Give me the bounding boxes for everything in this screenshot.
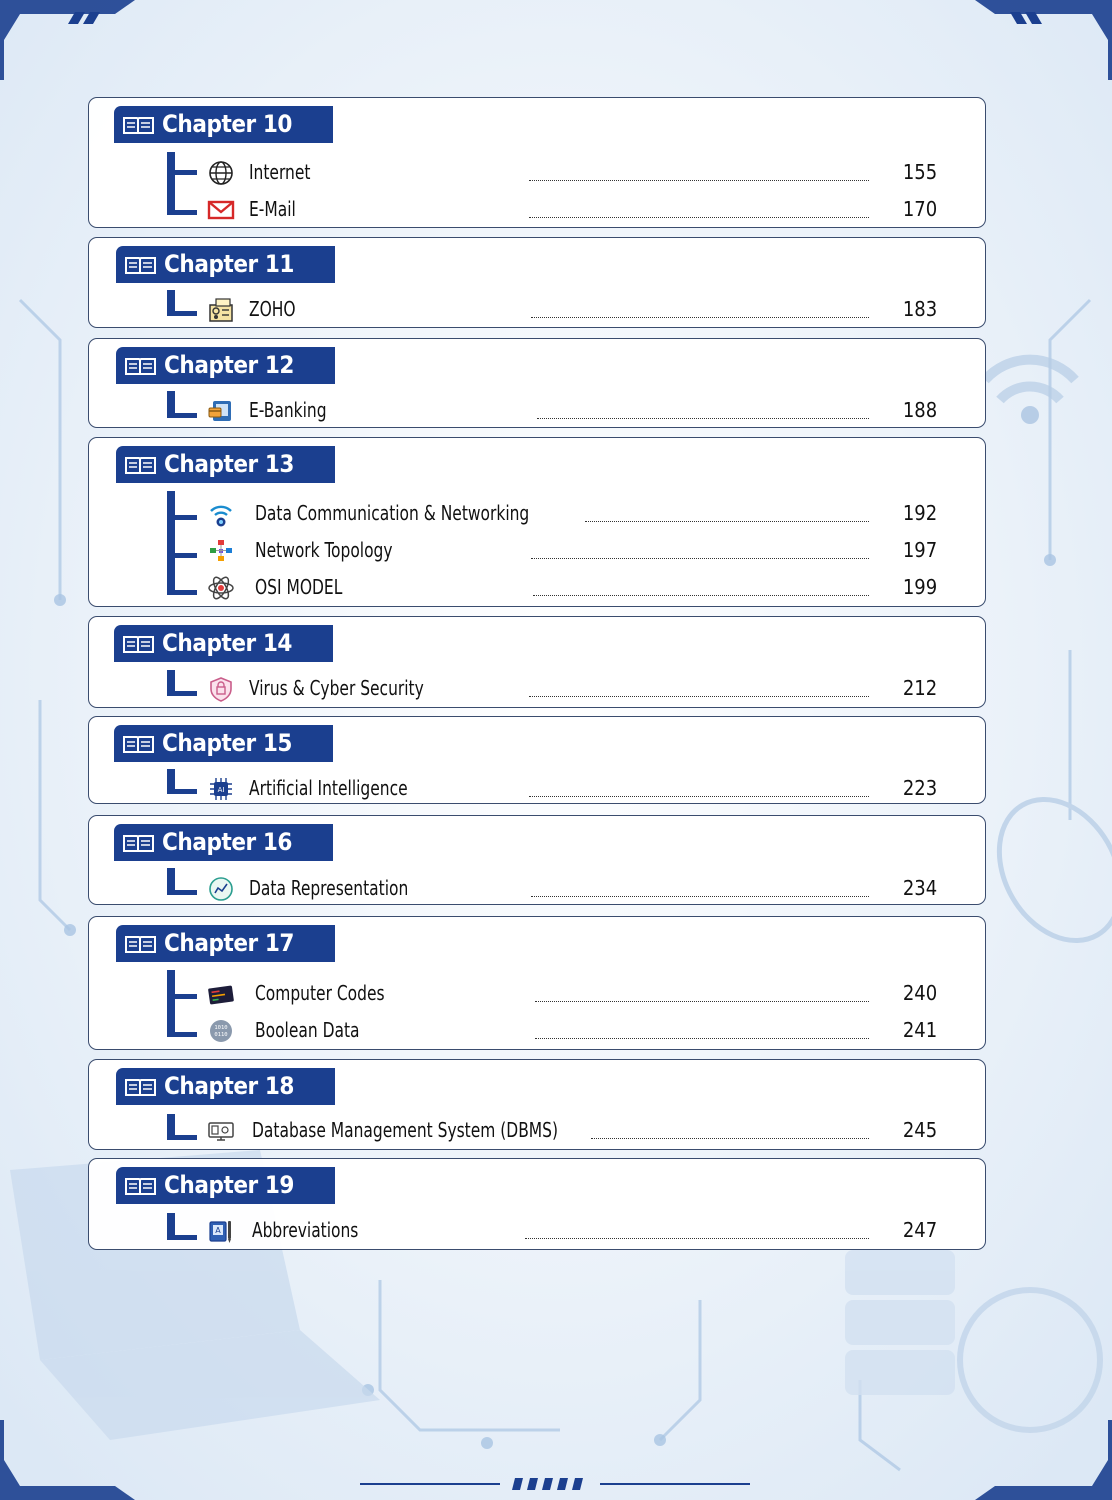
- chapter-title: Chapter 15: [162, 729, 292, 757]
- page-number: 183: [902, 297, 937, 321]
- chapter-title: Chapter 18: [164, 1072, 294, 1100]
- page-number: 234: [902, 876, 937, 900]
- toc-entry[interactable]: [197, 573, 967, 603]
- dot-leader: [531, 558, 869, 559]
- book-icon: [125, 256, 156, 274]
- code-screen-icon: [207, 981, 235, 1007]
- binary-disc-icon: [207, 1018, 235, 1044]
- page-number: 197: [902, 538, 937, 562]
- chapter-title: Chapter 14: [162, 629, 292, 657]
- dot-leader: [529, 180, 869, 181]
- toc-entry[interactable]: [197, 158, 967, 188]
- chapter-heading[interactable]: [114, 725, 333, 762]
- toc-entry[interactable]: [197, 1116, 967, 1146]
- chapter-card-11: [88, 237, 986, 328]
- chapter-title: Chapter 19: [164, 1171, 294, 1199]
- dot-leader: [529, 217, 869, 218]
- topic-label: Database Management System (DBMS): [252, 1118, 559, 1142]
- chapter-heading[interactable]: [116, 347, 335, 384]
- globe-icon: [207, 160, 235, 186]
- topic-label: Abbreviations: [252, 1218, 359, 1242]
- chapter-title: Chapter 11: [164, 250, 294, 278]
- book-icon: [123, 635, 154, 653]
- toc-entry[interactable]: [197, 195, 967, 225]
- chapter-heading[interactable]: [116, 446, 335, 483]
- shield-icon: [207, 676, 235, 702]
- chapter-title: Chapter 12: [164, 351, 294, 379]
- page-number: 212: [902, 676, 937, 700]
- page-number: 155: [902, 160, 937, 184]
- book-icon: [125, 456, 156, 474]
- tree-branch: [167, 553, 197, 558]
- chapter-title: Chapter 13: [164, 450, 294, 478]
- page-number: 223: [902, 776, 937, 800]
- ai-chip-icon: [207, 776, 235, 802]
- dot-leader: [531, 317, 869, 318]
- dot-leader: [535, 1038, 869, 1039]
- chapter-title: Chapter 17: [164, 929, 294, 957]
- topic-label: Internet: [249, 160, 311, 184]
- chapter-card-19: [88, 1158, 986, 1250]
- topic-label: Artificial Intelligence: [249, 776, 408, 800]
- toc-entry[interactable]: [197, 499, 967, 529]
- tree-line: [167, 970, 175, 1037]
- chapter-card-10: [88, 97, 986, 228]
- book-icon: [123, 116, 154, 134]
- svg-text:0110: 0110: [214, 1032, 228, 1038]
- book-icon: [125, 1078, 156, 1096]
- tree-branch: [167, 890, 197, 895]
- toc-entry[interactable]: [197, 874, 967, 904]
- chapter-heading[interactable]: [116, 246, 335, 283]
- topology-icon: [207, 538, 235, 564]
- book-icon: [123, 834, 154, 852]
- tree-branch: [167, 515, 197, 520]
- page-number: 170: [902, 197, 937, 221]
- book-icon: [123, 735, 154, 753]
- chapter-card-13: [88, 437, 986, 607]
- chapter-card-16: [88, 815, 986, 905]
- chapter-card-12: [88, 338, 986, 428]
- tree-branch: [167, 691, 197, 696]
- tree-branch: [167, 1032, 197, 1037]
- svg-text:AI: AI: [217, 786, 225, 794]
- tree-line: [167, 491, 175, 595]
- tree-branch: [167, 1235, 197, 1240]
- chapter-heading[interactable]: [114, 106, 333, 143]
- topic-label: Data Communication & Networking: [255, 501, 530, 525]
- dot-leader: [585, 521, 869, 522]
- topic-label: Data Representation: [249, 876, 409, 900]
- page-number: 241: [902, 1018, 937, 1042]
- page-number: 245: [902, 1118, 937, 1142]
- dot-leader: [537, 418, 869, 419]
- chapter-heading[interactable]: [114, 824, 333, 861]
- chapter-heading[interactable]: [116, 1167, 335, 1204]
- tree-branch: [167, 210, 197, 215]
- toc-entry[interactable]: [197, 536, 967, 566]
- dot-leader: [531, 896, 869, 897]
- page-number: 188: [902, 398, 937, 422]
- topic-label: Computer Codes: [255, 981, 385, 1005]
- toc-entry[interactable]: [197, 1016, 967, 1046]
- topic-label: E-Banking: [249, 398, 327, 422]
- toc-entry[interactable]: [197, 396, 967, 426]
- dot-leader: [529, 796, 869, 797]
- book-icon: [125, 935, 156, 953]
- tree-branch: [167, 590, 197, 595]
- topic-label: Virus & Cyber Security: [249, 676, 424, 700]
- tree-branch: [167, 170, 197, 175]
- topic-label: E-Mail: [249, 197, 296, 221]
- chapter-card-17: [88, 916, 986, 1050]
- toc-entry[interactable]: [197, 979, 967, 1009]
- topic-label: Network Topology: [255, 538, 393, 562]
- tree-branch: [167, 311, 197, 316]
- chapter-card-14: [88, 616, 986, 708]
- dot-leader: [535, 1001, 869, 1002]
- chapter-heading[interactable]: [114, 625, 333, 662]
- database-monitor-icon: [207, 1118, 235, 1144]
- toc-entry[interactable]: [197, 774, 967, 804]
- dot-leader: [525, 1238, 869, 1239]
- page-number: 247: [902, 1218, 937, 1242]
- topic-label: ZOHO: [249, 297, 296, 321]
- toc-entry[interactable]: [197, 674, 967, 704]
- dictionary-icon: [207, 1218, 235, 1244]
- chapter-card-15: [88, 716, 986, 804]
- svg-text:A: A: [215, 1226, 221, 1235]
- chapter-title: Chapter 16: [162, 828, 292, 856]
- page-number: 192: [902, 501, 937, 525]
- bank-card-icon: [207, 398, 235, 424]
- tree-branch: [167, 789, 197, 794]
- tree-line: [167, 152, 175, 215]
- chapter-card-18: [88, 1059, 986, 1150]
- chapter-heading[interactable]: [116, 1068, 335, 1105]
- book-icon: [125, 1177, 156, 1195]
- toc-entry[interactable]: [197, 1216, 967, 1246]
- dot-leader: [591, 1138, 869, 1139]
- page-number: 240: [902, 981, 937, 1005]
- topic-label: OSI MODEL: [255, 575, 343, 599]
- tree-branch: [167, 1135, 197, 1140]
- mail-icon: [207, 197, 235, 223]
- tree-branch: [167, 994, 197, 999]
- page-number: 199: [902, 575, 937, 599]
- dot-leader: [533, 595, 869, 596]
- dot-leader: [529, 696, 869, 697]
- svg-text:1010: 1010: [214, 1025, 228, 1031]
- chart-circle-icon: [207, 876, 235, 902]
- chapter-heading[interactable]: [116, 925, 335, 962]
- book-icon: [125, 357, 156, 375]
- topic-label: Boolean Data: [255, 1018, 360, 1042]
- chapter-title: Chapter 10: [162, 110, 292, 138]
- toc-entry[interactable]: [197, 295, 967, 325]
- tree-branch: [167, 413, 197, 418]
- wifi-icon: [207, 501, 235, 527]
- atom-icon: [207, 575, 235, 601]
- crm-icon: [207, 297, 235, 323]
